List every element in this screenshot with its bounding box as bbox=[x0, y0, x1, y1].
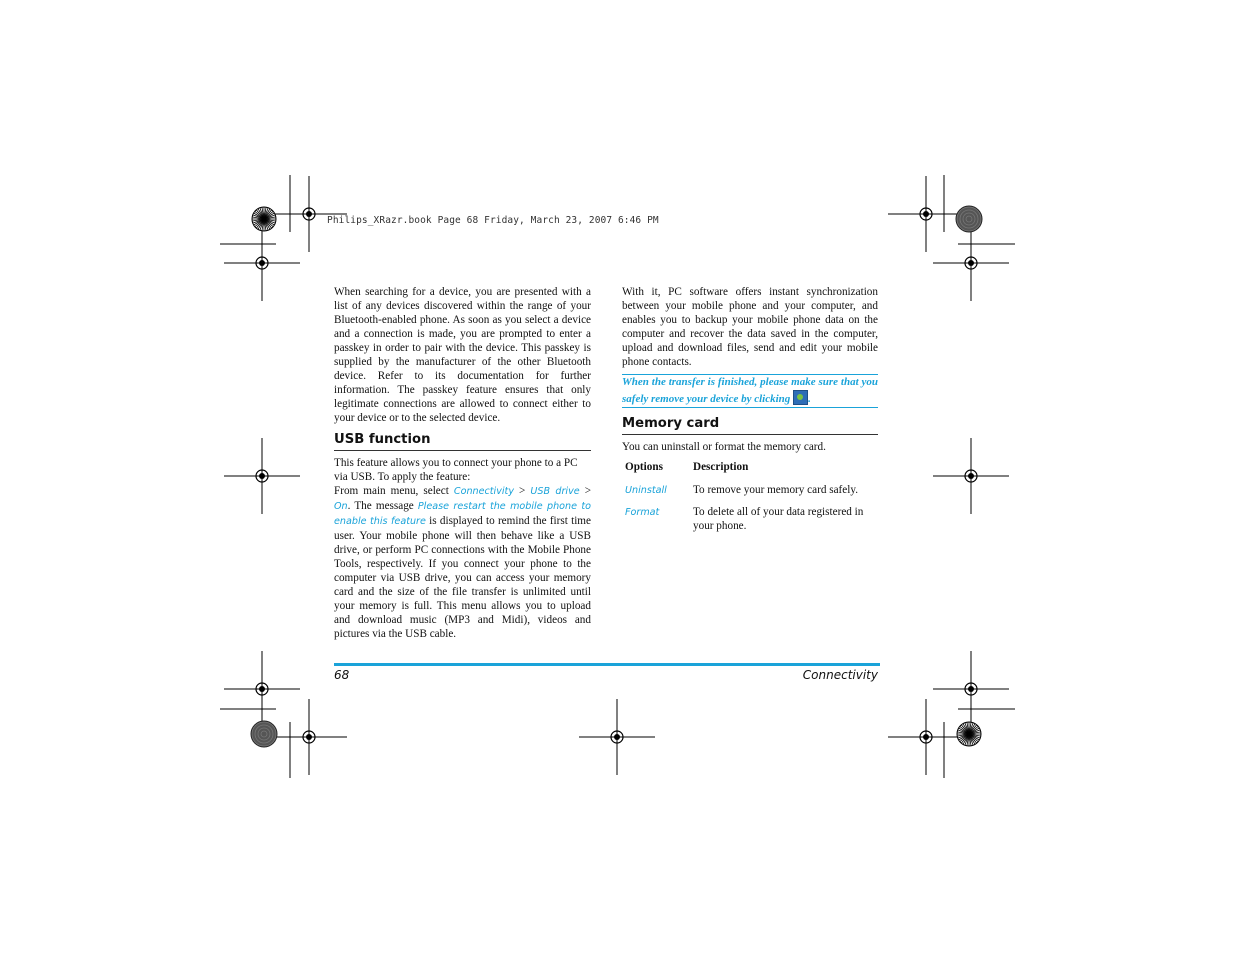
table-row bbox=[625, 505, 878, 533]
menu-usb-drive: USB drive bbox=[530, 486, 580, 497]
usb-function-heading: USB function bbox=[334, 432, 591, 451]
option-description: To delete all of your data registered in your phone. bbox=[693, 506, 864, 532]
description-column-header: Description bbox=[693, 461, 749, 473]
option-uninstall: Uninstall bbox=[625, 485, 667, 496]
page-number: 68 bbox=[334, 668, 350, 682]
menu-connectivity: Connectivity bbox=[453, 486, 514, 497]
table-header-row bbox=[625, 461, 878, 483]
footer-rule bbox=[334, 663, 880, 666]
restart-message: Please restart the mobile phone to enable this feature bbox=[334, 501, 592, 527]
option-description: To remove your memory card safely. bbox=[693, 484, 858, 496]
usb-function-body bbox=[334, 456, 591, 641]
usb-intro-text: This feature allows you to connect your phone to a PC via USB. To apply the feature: bbox=[334, 457, 578, 483]
memory-card-heading: Memory card bbox=[622, 416, 878, 435]
options-column-header: Options bbox=[625, 461, 663, 473]
left-intro-paragraph: When searching for a device, you are presented with a list of any devices discovered within the range of your Bluetooth-enabled phone. As soon as you select a device and a connection is made, you are prompted to enter a passkey in order to pair with the device. This passkey is supplied by the manufacturer of the other Bluetooth device. Refer to its documentation for further information. The passkey feature ensures that only legitimate connections are allowed to connect either to your device or to the selected device. bbox=[334, 286, 591, 424]
chapter-name: Connectivity bbox=[802, 668, 878, 682]
memory-options-table bbox=[625, 461, 878, 533]
safely-remove-hardware-icon bbox=[793, 390, 808, 405]
usb-steps-text: From main menu, select Connectivity > USB drive > On. The message Please restart the mobile phone to enable this feature is displayed to remind the first time user. Your mobile phone will then behave like a USB drive, or perform PC connections with the Mobile Phone Tools, respectively. If you connect your phone to the computer via USB drive, you can access your memory card and the size of the file transfer is unlimited until your memory is full. This menu allows you to upload and download music (MP3 and Midi), videos and pictures via the USB cable. bbox=[334, 485, 592, 640]
transfer-note: When the transfer is finished, please make sure that you safely remove your device by clicking . bbox=[622, 374, 878, 408]
table-row bbox=[625, 483, 878, 505]
memory-card-intro: You can uninstall or format the memory card. bbox=[622, 441, 826, 453]
sync-paragraph: With it, PC software offers instant synchronization between your mobile phone and your computer, and enables you to backup your mobile phone data on the computer and recover the data saved in the computer, upload and download files, send and edit your mobile phone contacts. bbox=[622, 286, 878, 368]
menu-on: On bbox=[334, 501, 348, 512]
option-format: Format bbox=[625, 507, 660, 518]
print-header: Philips_XRazr.book Page 68 Friday, March 23, 2007 6:46 PM bbox=[327, 215, 659, 226]
